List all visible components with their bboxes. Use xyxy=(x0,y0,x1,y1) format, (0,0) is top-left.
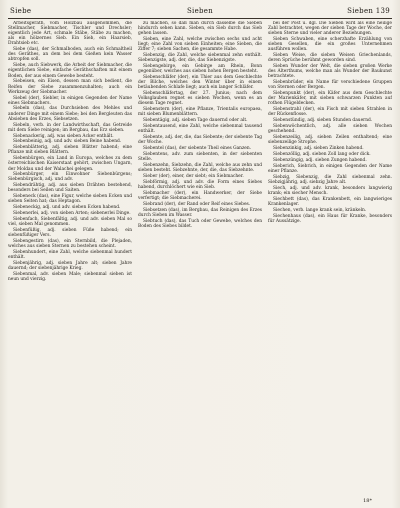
entry-paragraph: Siebenzig, die Zahl, welche siebenmal zehn enthält. Siebenzigste, adj. der, die, das Siebenzigste. xyxy=(138,53,262,64)
column-middle xyxy=(138,21,262,495)
entry-paragraph: Siebenackerig, adj. was sieben Acker enthält. xyxy=(13,133,114,139)
entry-paragraph: Siebe (das), der Schmalboden, auch ein Schmaltheil des Geräthes, an dem bei dem Gießen kein Wasser abtropfen soll. xyxy=(8,47,132,63)
entry-paragraph: Sieben, eine Zahl, welche zwischen sechs und acht liegt; eine Zahl von sieben Einheiten; eine Sieben, die Ziffer 7; sieben Sachen, die gesammte Habe. xyxy=(138,37,262,53)
entry-paragraph: Siebentel (das), der siebente Theil eines Ganzen. xyxy=(143,146,252,152)
entry-paragraph: Siechbett (das), das Krankenbett, ein langwieriges Krankenlager. xyxy=(268,196,392,207)
entry-paragraph: Siebenbürgen, ein Land in Europa, welches zu dem österreichischen Kaiserstaat gehört, zwischen Ungarn, der Moldau und der Walachei gelegen. xyxy=(8,156,132,172)
entry-paragraph: Siebengestirn (das), ein Sternbild, die Plejaden, welches aus sieben Sternen zu bestehen scheint. xyxy=(8,239,132,250)
entry-paragraph: Siebenhundert, eine Zahl, welche siebenmal hundert enthält. xyxy=(8,250,132,261)
entry-paragraph: zu machen, so daß man durch dasselbe die Sieben hindurch sehen kann. Sieben, ein Sieb durch das Sieb gehen lassen. xyxy=(138,21,262,37)
entry-paragraph: Siebrand (der), der Rand oder Reif eines Siebes. xyxy=(143,201,251,207)
text-columns xyxy=(8,21,392,495)
entry-paragraph: Siebtuch (das), das Tuch oder Gewebe, welches den Boden des Siebes bildet. xyxy=(138,218,262,229)
entry-paragraph: Siechen, verb. lange krank sein, kränkeln. xyxy=(273,207,367,213)
entry-paragraph: Siebenzüngig, adj. sieben Zungen habend. xyxy=(273,157,367,163)
entry-paragraph: Siebeln (das), das Durchsieben des Mehles und anderer Dinge mit einem Siebe; bei den Bergleuten das Absieben des Erzes, Siebsetzen. xyxy=(8,106,132,122)
entry-paragraph: Siebenblätterig, adj. sieben Blätter habend; eine Pflanze mit sieben Blättern. xyxy=(8,145,132,156)
entry-paragraph: Siebentens, adv. zum siebenten, in der siebenten Stelle. xyxy=(138,152,262,163)
entry-paragraph: Siebenstrahl (der), ein Fisch mit sieben Strahlen in der Rückenflosse. xyxy=(268,107,392,118)
entry-paragraph: Siebenzehn, Siebzehn, die Zahl, welche aus zehn und sieben besteht. Siebzehnte, der, die, das Siebzehnte. xyxy=(138,163,262,174)
entry-paragraph: Sieber (der), einer, der siebt; ein Siebmacher. xyxy=(143,173,244,179)
column-left xyxy=(8,21,132,495)
entry-paragraph: Siechenhaus (das), ein Haus für Kranke, besonders für Aussätzige. xyxy=(268,213,392,224)
entry-paragraph: Siebenzinkig, adj. sieben Zinken habend. xyxy=(273,146,364,152)
column-right xyxy=(268,21,392,495)
entry-paragraph: Siebmacher (der), ein Handwerker, der Siebe verfertigt; die Siebmacherei. xyxy=(138,190,262,201)
entry-paragraph: Sieben Weise, die sieben Weisen Griechenlands, deren Sprüche berühmt geworden sind. xyxy=(268,53,392,64)
entry-paragraph: Siebente, adj. der, die, das Siebente; der siebente Tag der Woche. xyxy=(138,135,262,146)
entry-paragraph: Siebentausend, eine Zahl, welche siebenmal tausend enthält. xyxy=(138,124,262,135)
entry-paragraph: Sieberich, Siebrich, in einigen Gegenden der Name einer Pflanze. xyxy=(268,163,392,174)
header-left-catchword: Siebe xyxy=(10,7,32,15)
entry-paragraph: Siebenschläfertag, der 27. Junius; nach dem Volksglauben regnet es sieben Wochen, wenn es an diesem Tage regnet. xyxy=(138,91,262,107)
entry-paragraph: Siebenerlei, adj. von sieben Arten; siebenerlei Dinge. xyxy=(13,211,131,217)
entry-paragraph: Siebenzöllig, adj. sieben Zoll lang oder dick. xyxy=(273,152,371,158)
signature-mark: 18* xyxy=(363,498,372,504)
running-header xyxy=(8,5,392,17)
entry-paragraph: Sieben Schwaben, eine scherzhafte Erzählung von sieben Gesellen, die ein großes Unternehmen ausführen wollen. xyxy=(268,37,392,53)
entry-paragraph: Siebel (der), Siebler, in einigen Gegenden der Name eines Siebmachers. xyxy=(8,95,132,106)
entry-paragraph: Siebeln, verb. in der Landwirthschaft, das Getreide mit dem Siebe reinigen; im Bergbau, das Erz sieben. xyxy=(8,122,132,133)
entry-paragraph: bei der Post u. dgl. Die Sieben wird als eine heilige Zahl betrachtet, wegen der sieben Tage der Woche, der sieben Sterne und vieler anderer Beziehungen. xyxy=(268,21,392,37)
header-right-catchword-page-number: Sieben 139 xyxy=(347,7,390,15)
entry-paragraph: Siech, adj. und adv. krank, besonders langwierig krank; ein siecher Mensch. xyxy=(268,185,392,196)
entry-paragraph: Siebenbeinig, adj. und adv. sieben Beine habend. xyxy=(13,139,122,145)
entry-paragraph: Siebenfach, Siebenfältig, adj. und adv. sieben Mal so viel, sieben Mal genommen. xyxy=(8,217,132,228)
entry-paragraph: Siebenzeilig, adj. sieben Zeilen enthaltend; eine siebenzeilige Strophe. xyxy=(268,135,392,146)
entry-paragraph: Siebeneckig, adj. und adv. sieben Ecken habend. xyxy=(13,205,121,211)
header-center-title: Sieben xyxy=(186,7,214,15)
entry-paragraph: Siebförmig, adj. und adv. die Form eines Siebes habend, durchlöchert wie ein Sieb. xyxy=(138,179,262,190)
entry-paragraph: Siebenwöchentlich, adj. alle sieben Wochen geschehend. xyxy=(268,124,392,135)
entry-paragraph: Siebeisen, ein Eisen, dessen man sich bedient, die Reifen der Siebe zusammenzuhalten; auch ein Werkzeug der Siebmacher. xyxy=(8,79,132,95)
entry-paragraph: Sieben Wunder der Welt, die sieben großen Werke des Alterthums, welche man als Wunder der Baukunst betrachtete. xyxy=(268,64,392,80)
entry-paragraph: Siebengebirge, ein Gebirge am Rhein, Bonn gegenüber, welches aus sieben hohen Bergen besteht. xyxy=(138,64,262,75)
header-rule xyxy=(8,18,392,19)
entry-paragraph: Siebenfüßig, adj. sieben Füße habend; ein siebenfüßiger Vers. xyxy=(8,228,132,239)
entry-paragraph: Siebenbrüder, ein Name für verschiedene Gruppen von Sternen oder Bergen. xyxy=(268,80,392,91)
entry-paragraph: Siebenbürger, ein Einwohner Siebenbürgens; Siebenbürgisch, adj. und adv. xyxy=(8,172,132,183)
entry-paragraph: Siebeneck (das), eine Figur, welche sieben Ecken und sieben Seiten hat; das Heptagon. xyxy=(8,194,132,205)
entry-paragraph: Siebenpunkt (der), ein Käfer aus dem Geschlechte der Marienkäfer, mit sieben schwarzen Punkten auf rothen Flügeldecken. xyxy=(268,91,392,107)
entry-paragraph: Siebe, auch Siebwerk, die Arbeit der Siebmacher, die eigentlichen Siebe, einfache Geräthschaften mit einem Boden, der aus einem Gewebe besteht. xyxy=(8,63,132,79)
entry-paragraph: Siebenjährig, adj. sieben Jahre alt; sieben Jahre dauernd; der siebenjährige Krieg. xyxy=(8,261,132,272)
entry-paragraph: Siebsetzen (das), im Bergbau, das Reinigen des Erzes durch Sieben im Wasser. xyxy=(138,207,262,218)
entry-paragraph: Siebenstern (der), eine Pflanze, Trientalis europaea, mit sieben Blumenblättern. xyxy=(138,107,262,118)
entry-paragraph: Siebendrähtig, adj. aus sieben Drähten bestehend, besonders bei Seilen und Saiten. xyxy=(8,183,132,194)
entry-paragraph: Siebenstündig, adj. sieben Stunden dauernd. xyxy=(273,118,373,124)
entry-paragraph: Siebentägig, adj. sieben Tage dauernd oder alt. xyxy=(143,118,248,124)
entry-paragraph: Siebenmal, adv. sieben Male; siebenmal sieben ist neun und vierzig. xyxy=(8,272,132,283)
entry-paragraph: Arbeitsgeräth, vom Holzbau ausgenommen, die Stellmacher, Siebmacher, Tischler und Drechsler; eigentlich jede Art, schmale Stäbe, Stäbe zu machen, als ein hölzernes Sieb. Ein Sieb, ein Haarsieb, Drahtsieb etc. xyxy=(8,21,132,47)
entry-paragraph: Siebzig, Siebenzig, die Zahl siebenmal zehn. Siebzigjährig, adj. siebzig Jahre alt. xyxy=(268,174,392,185)
entry-paragraph: Siebenschläfer (der), ein Thier aus dem Geschlechte der Bilche, welches den Winter über in einem betäubenden Schlafe liegt; auch ein langer Schläfer. xyxy=(138,75,262,91)
